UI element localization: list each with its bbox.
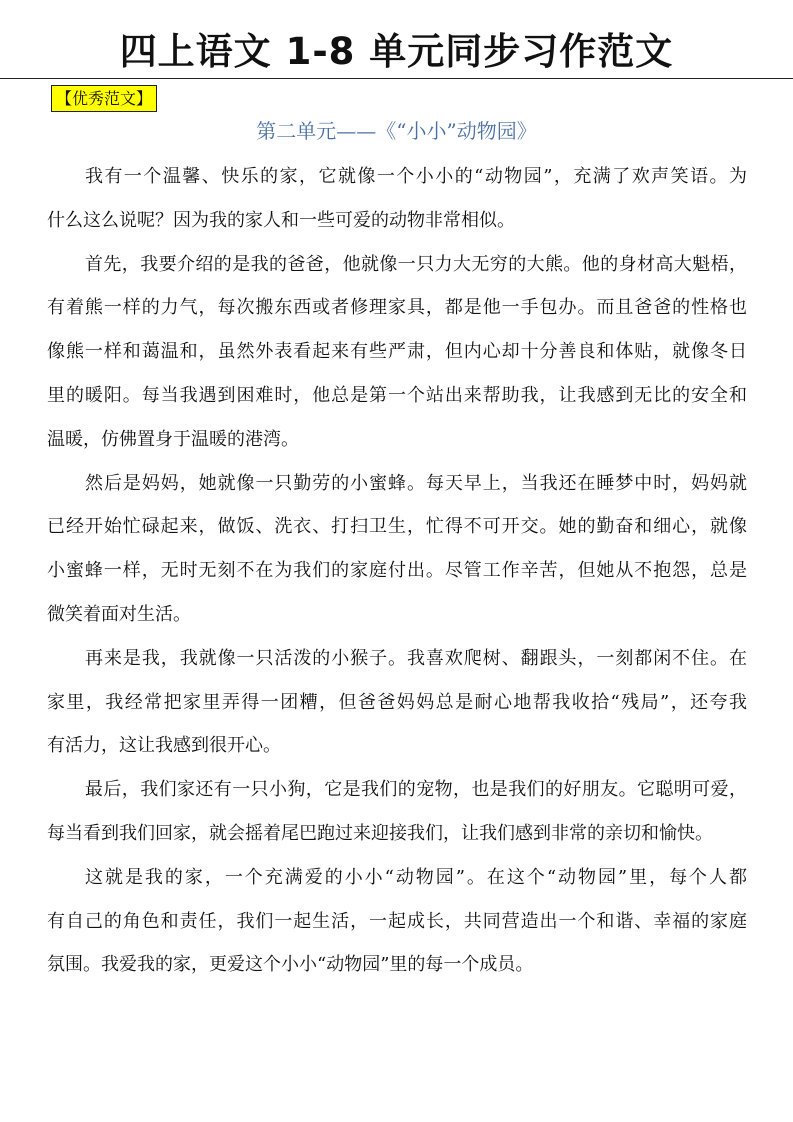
text-line: 再来是我，我就像一只活泼的小猴子。我喜欢爬树、翻跟头，一刻都闲不住。在 [85,647,747,669]
text-line: 最后，我们家还有一只小狗，它是我们的宠物，也是我们的好朋友。它聪明可爱， [85,779,747,801]
document-title: 四上语文 1-8 单元同步习作范文 [119,30,674,73]
essay-body [47,155,747,987]
excellent-essay-badge: 【优秀范文】 [51,85,157,112]
text-line: 像熊一样和蔼温和，虽然外表看起来有些严肃，但内心却十分善良和体贴，就像冬日 [47,341,747,363]
paragraph [47,243,747,462]
text-line: 有着熊一样的力气，每次搬东西或者修理家具，都是他一手包办。而且爸爸的性格也 [47,297,747,319]
text-line: 温暖，仿佛置身于温暖的港湾。 [47,428,299,450]
paragraph [47,856,747,987]
text-line: 然后是妈妈，她就像一只勤劳的小蜜蜂。每天早上，当我还在睡梦中时，妈妈就 [85,472,747,494]
text-line: 里的暖阳。每当我遇到困难时，他总是第一个站出来帮助我，让我感到无比的安全和 [47,384,747,406]
text-line: 这就是我的家，一个充满爱的小小“动物园”。在这个“动物园”里，每个人都 [85,866,747,888]
text-line: 小蜜蜂一样，无时无刻不在为我们的家庭付出。尽管工作辛苦，但她从不抱怨，总是 [47,560,747,582]
paragraph [47,462,747,637]
text-line: 氛围。我爱我的家，更爱这个小小“动物园”里的每一个成员。 [47,954,534,976]
essay-subtitle: 第二单元——《“小小”动物园》 [256,119,537,143]
text-line: 家里，我经常把家里弄得一团糟，但爸爸妈妈总是耐心地帮我收拾“残局”，还夸我 [47,691,747,713]
text-line: 有活力，这让我感到很开心。 [47,735,281,757]
title-divider [0,78,793,79]
text-line: 我有一个温馨、快乐的家，它就像一个小小的“动物园”，充满了欢声笑语。为 [85,166,747,187]
text-line: 有自己的角色和责任，我们一起生活，一起成长，共同营造出一个和谐、幸福的家庭 [47,910,747,932]
text-line: 微笑着面对生活。 [47,603,191,625]
text-line: 首先，我要介绍的是我的爸爸，他就像一只力大无穷的大熊。他的身材高大魁梧， [85,253,747,275]
text-line: 每当看到我们回家，就会摇着尾巴跑过来迎接我们，让我们感到非常的亲切和愉快。 [47,822,713,844]
paragraph [47,155,747,243]
paragraph [47,768,747,856]
text-line: 什么这么说呢？因为我的家人和一些可爱的动物非常相似。 [47,209,515,231]
paragraph [47,637,747,768]
text-line: 已经开始忙碌起来，做饭、洗衣、打扫卫生，忙得不可开交。她的勤奋和细心，就像 [47,516,747,538]
